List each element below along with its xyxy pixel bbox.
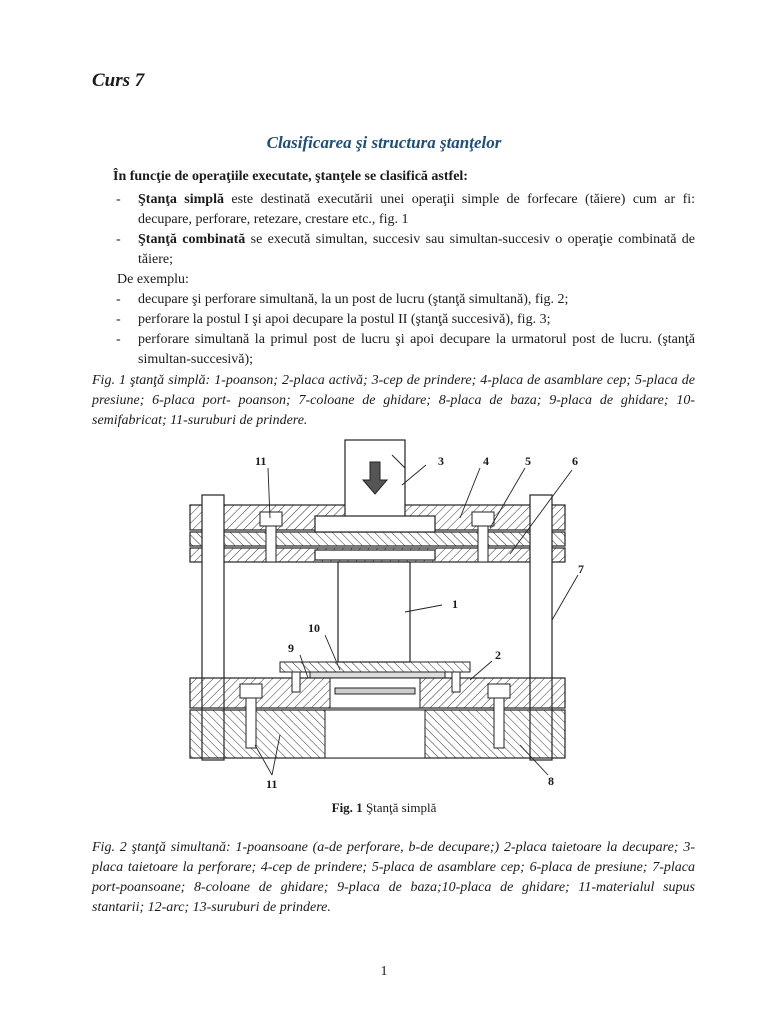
part-label-8: 8 [548,774,554,788]
list-item [113,190,695,230]
page-number: 1 [380,964,388,979]
figure1-number: Fig. 1 [331,800,363,815]
bolt-icon [472,512,494,526]
intro-paragraph: În funcţie de operaţiile executate, ştanţele se clasifică astfel: [113,169,468,184]
bolt-icon [488,684,510,698]
definition-simple-die: este destinată executării unei operaţii simple de forfecare (tăiere) cum ar fi: decupare, perforare, retezare, crestare etc., fig. 1 [138,192,696,227]
pressure-plate [190,532,565,546]
part-label-9: 9 [288,641,294,655]
list-item [113,230,695,270]
bullet-dash: - [116,332,121,347]
figure1-caption [0,800,768,816]
bullet-dash: - [116,232,121,247]
list-item [113,310,695,330]
figure2-legend: Fig. 2 ştanţă simultană: 1-poansoane (a-de perforare, b-de decupare;) 2-placa taietoare la decupare; 3-placa taietoare la perforare; 4-cep de prindere; 5-placa de asamblare cep; 6-placa de presiune; 7-placa port-poansoane; 8-coloane de ghidare; 9-placa de baza;10-placa de ghidare; 11-materialul supus stantarii; 12-arc; 13-suruburi de prindere. [92,840,695,915]
simple-die-drawing [180,440,584,795]
definition-combined-die: se execută simultan, succesiv sau simultan-succesiv o operaţie combinată de tăiere; [138,232,695,267]
figure1-legend: Fig. 1 ştanţă simplă: 1-poanson; 2-placa activă; 3-cep de prindere; 4-placa de asamblare cep; 5-placa de presiune; 6-placa port- poanson; 7-coloane de ghidare; 8-placa de baza; 9-placa de ghidare; 10- semifabricat; 11-suruburi de prindere. [92,373,695,428]
part-label-4: 4 [483,454,489,468]
part-label-11-bottom: 11 [266,777,278,791]
part-label-3: 3 [438,454,444,468]
classification-list [113,190,695,370]
page-title: Clasificarea şi structura ştanţelor [266,133,502,152]
guide-plate [280,662,470,672]
punch [338,562,410,662]
bolt-icon [260,512,282,526]
example-text: perforare la postul I şi apoi decupare la postul II (ştanţă succesivă), fig. 3; [138,312,551,327]
part-label-5: 5 [525,454,531,468]
list-item [113,330,695,370]
term-combined-die: Ştanţă combinată [138,232,246,247]
part-label-7: 7 [578,562,584,576]
part-label-11: 11 [255,454,267,468]
bullet-dash: - [116,312,121,327]
course-heading: Curs 7 [92,70,145,91]
example-text: perforare simultană la primul post de lucru şi apoi decupare la urmatorul post de lucru. (ştanţă simultan-succesivă); [138,332,695,367]
blank-strip [310,672,445,678]
bolt-icon [240,684,262,698]
example-text: decupare şi perforare simultană, la un post de lucru (ştanţă simultană), fig. 2; [138,292,569,307]
example-label: De exemplu: [117,272,189,287]
list-item [113,290,695,310]
figure1-caption-text: Ştanţă simplă [362,800,437,815]
part-label-2: 2 [495,648,501,662]
term-simple-die: Ştanţa simplă [138,192,224,207]
bullet-dash: - [116,192,121,207]
part-label-6: 6 [572,454,578,468]
part-label-1: 1 [452,597,458,611]
part-label-10: 10 [308,621,320,635]
bullet-dash: - [116,292,121,307]
